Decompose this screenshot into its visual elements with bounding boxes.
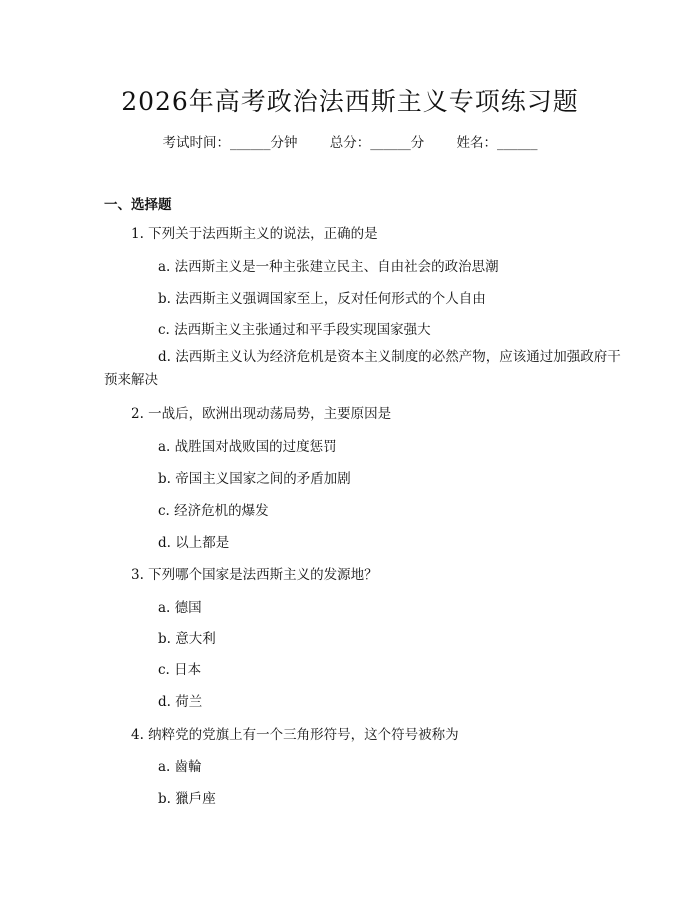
- question-1-option-d: d. 法西斯主义认为经济危机是资本主义制度的必然产物，应该通过加强政府干预来解决: [104, 349, 621, 388]
- page-title: 2026年高考政治法西斯主义专项练习题: [121, 87, 579, 116]
- question-3-option-a: a. 德国: [158, 600, 202, 616]
- question-4-option-b: b. 獵戶座: [158, 791, 216, 807]
- question-4-stem: 4. 纳粹党的党旗上有一个三角形符号，这个符号被称为: [131, 727, 459, 743]
- question-1-stem: 1. 下列关于法西斯主义的说法，正确的是: [131, 226, 378, 242]
- exam-score: 总分：______分: [329, 135, 425, 151]
- exam-time: 考试时间：______分钟: [162, 135, 298, 151]
- question-2-option-c: c. 经济危机的爆发: [158, 503, 269, 519]
- question-1-option-b: b. 法西斯主义强调国家至上，反对任何形式的个人自由: [158, 291, 486, 307]
- question-3-option-d: d. 荷兰: [158, 694, 203, 710]
- section-heading: 一、选择题: [104, 197, 172, 213]
- question-2-option-d: d. 以上都是: [158, 535, 230, 551]
- question-2-option-a: a. 战胜国对战败国的过度惩罚: [158, 439, 337, 455]
- question-4-option-a: a. 齒輪: [158, 759, 202, 775]
- question-1-option-a: a. 法西斯主义是一种主张建立民主、自由社会的政治思潮: [158, 259, 499, 275]
- question-2-stem: 2. 一战后，欧洲出现动荡局势，主要原因是: [131, 406, 392, 422]
- question-3-option-c: c. 日本: [158, 662, 202, 678]
- question-3-option-b: b. 意大利: [158, 631, 216, 647]
- student-name: 姓名：______: [456, 135, 538, 151]
- question-3-stem: 3. 下列哪个国家是法西斯主义的发源地？: [131, 567, 378, 583]
- question-2-option-b: b. 帝国主义国家之间的矛盾加剧: [158, 471, 351, 487]
- question-1-option-c: c. 法西斯主义主张通过和平手段实现国家强大: [158, 322, 431, 338]
- exam-meta: [0, 131, 700, 151]
